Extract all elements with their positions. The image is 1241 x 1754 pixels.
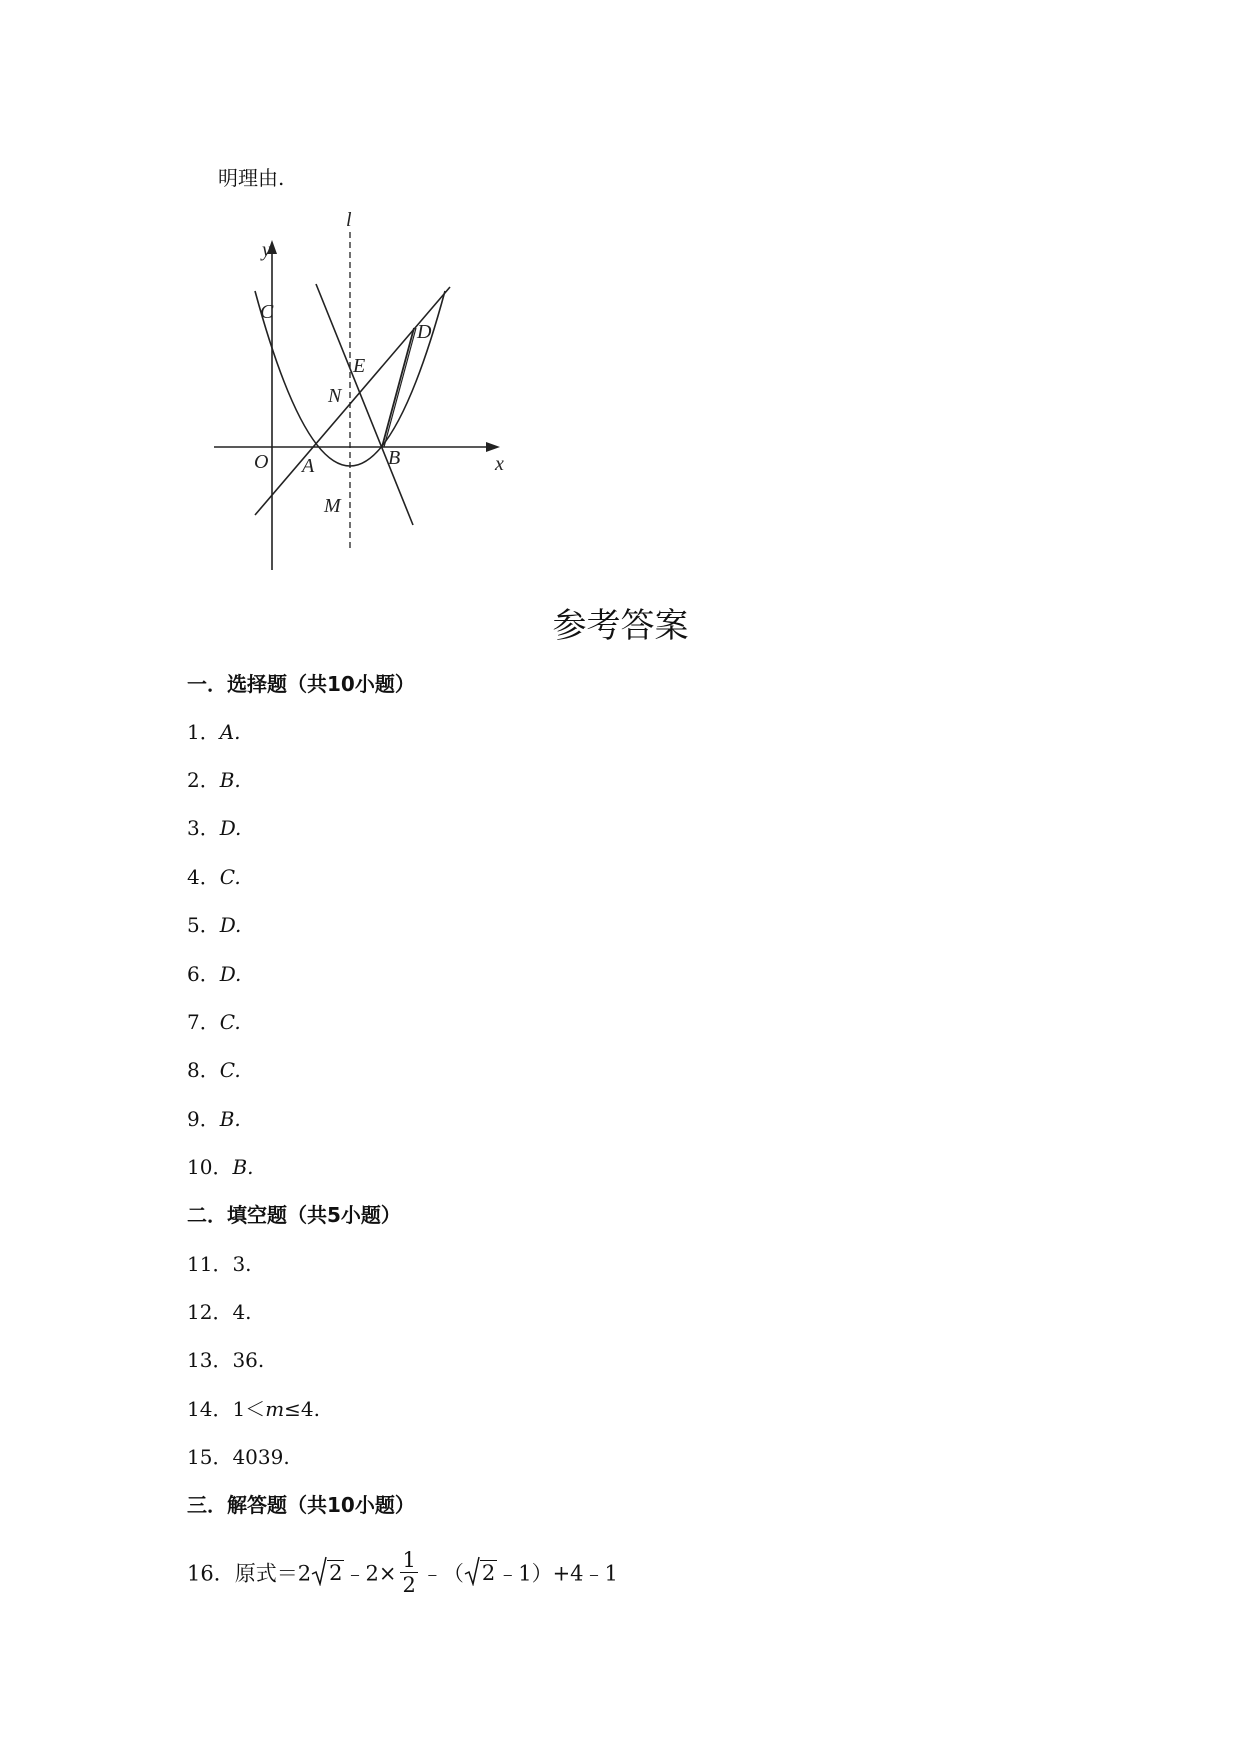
label-O: O [254,451,269,473]
answer-item: 3．D. [187,816,242,840]
parabola-figure [210,212,510,582]
label-l: l [346,212,352,231]
label-A: A [302,455,315,477]
answer-item: 13．36. [187,1348,265,1372]
x-axis-arrow [486,442,500,452]
sqrt-2: 2 [311,1560,344,1586]
answer-item: 7．C. [187,1010,241,1034]
sqrt-2: 2 [464,1560,497,1586]
section-solve: 三．解答题（共10小题） [187,1493,415,1517]
answer-item: 2．B. [187,768,241,792]
label-x: x [495,453,504,475]
answer-item: 8．C. [187,1058,241,1082]
label-D: D [417,321,432,343]
continuation-text: 明理由. [218,166,285,190]
section-choice: 一．选择题（共10小题） [187,672,415,696]
fraction-one-half: $\frac{1}{2}$ [402,1548,416,1597]
answer-item: 1．A. [187,720,241,744]
answer-item: 6．D. [187,962,242,986]
answer-item: 4．C. [187,865,241,889]
answer-item: 14．1＜m≤4. [187,1397,320,1421]
label-C: C [260,301,274,323]
q16-equation: 16．原式＝2 2﹣2× $\frac{1}{2}$ ﹣（ 2﹣1）+4﹣1 [187,1548,618,1597]
answer-item: 5．D. [187,913,242,937]
answer-item: 11．3. [187,1252,252,1276]
page-title: 参考答案 [552,606,689,646]
label-M: M [324,495,341,517]
section-fill: 二．填空题（共5小题） [187,1203,401,1227]
label-N: N [328,385,342,407]
label-y: y [262,239,271,261]
answer-item: 15．4039. [187,1445,290,1469]
answer-item: 10．B. [187,1155,254,1179]
label-E: E [353,355,366,377]
answer-item: 12．4. [187,1300,252,1324]
answer-item: 9．B. [187,1107,241,1131]
segment-BD [382,328,414,447]
label-B: B [388,447,401,469]
